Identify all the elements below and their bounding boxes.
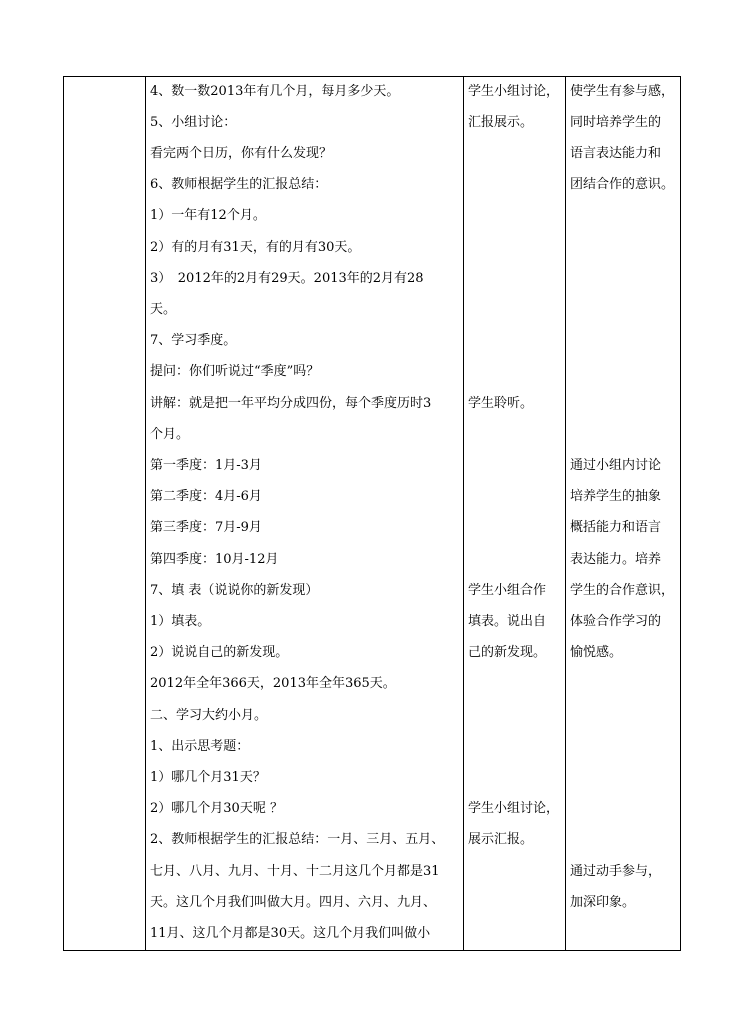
student-line: 己的新发现。 <box>468 645 547 660</box>
intent-line: 通过小组内讨论 <box>570 458 662 473</box>
student-line: 学生小组讨论， <box>468 84 560 99</box>
column-divider <box>565 77 566 950</box>
student-line: 学生聆听。 <box>468 396 534 411</box>
content-line: 11月、这几个月都是30天。这几个月我们叫做小 <box>150 926 431 941</box>
content-line: 天。这几个月我们叫做大月。四月、六月、九月、 <box>150 895 437 910</box>
student-line: 展示汇报。 <box>468 832 534 847</box>
content-line: 7、填 表（说说你的新发现） <box>150 583 319 598</box>
intent-line: 表达能力。培养 <box>570 552 662 567</box>
content-line: 6、教师根据学生的汇报总结： <box>150 177 328 192</box>
content-line: 提问：你们听说过“季度”吗？ <box>150 364 320 379</box>
student-line: 学生小组合作 <box>468 583 547 598</box>
content-line: 2）有的月有31天，有的月有30天。 <box>150 240 361 255</box>
content-line: 1）填表。 <box>150 614 211 629</box>
student-line: 填表。说出自 <box>468 614 547 629</box>
content-line: 第四季度：10月-12月 <box>150 552 279 567</box>
content-line: 1）一年有12个月。 <box>150 208 266 223</box>
content-line: 1、出示思考题： <box>150 739 250 754</box>
student-line: 汇报展示。 <box>468 115 534 130</box>
content-line: 第一季度：1月-3月 <box>150 458 262 473</box>
intent-line: 加深印象。 <box>570 895 636 910</box>
content-line: 2、教师根据学生的汇报总结：一月、三月、五月、 <box>150 832 445 847</box>
column-divider <box>463 77 464 950</box>
intent-line: 语言表达能力和 <box>570 146 662 161</box>
content-line: 5、小组讨论： <box>150 115 237 130</box>
intent-line: 概括能力和语言 <box>570 520 662 535</box>
intent-line: 体验合作学习的 <box>570 614 662 629</box>
content-line: 7、学习季度。 <box>150 333 237 348</box>
content-line: 3） 2012年的2月有29天。2013年的2月有28 <box>150 271 424 286</box>
content-line: 4、数一数2013年有几个月，每月多少天。 <box>150 84 400 99</box>
content-line: 第三季度：7月-9月 <box>150 520 262 535</box>
intent-line: 团结合作的意识。 <box>570 177 675 192</box>
intent-line: 培养学生的抽象 <box>570 489 662 504</box>
content-line: 看完两个日历，你有什么发现？ <box>150 146 333 161</box>
content-line: 讲解：就是把一年平均分成四份，每个季度历时3 <box>150 396 432 411</box>
intent-line: 学生的合作意识， <box>570 583 675 598</box>
content-line: 2）哪几个月30天呢 ？ <box>150 801 283 816</box>
column-divider <box>145 77 146 950</box>
content-line: 天。 <box>150 302 177 317</box>
lesson-plan-table <box>63 76 681 951</box>
intent-line: 同时培养学生的 <box>570 115 662 130</box>
student-line: 学生小组讨论， <box>468 801 560 816</box>
content-line: 2）说说自己的新发现。 <box>150 645 289 660</box>
content-line: 七月、八月、九月、十月、十二月这几个月都是31 <box>150 864 440 879</box>
content-line: 第二季度：4月-6月 <box>150 489 262 504</box>
content-line: 二、学习大约小月。 <box>150 708 268 723</box>
content-line: 2012年全年366天，2013年全年365天。 <box>150 676 396 691</box>
intent-line: 通过动手参与， <box>570 864 662 879</box>
intent-line: 使学生有参与感， <box>570 84 675 99</box>
intent-line: 愉悦感。 <box>570 645 623 660</box>
content-line: 1）哪几个月31天？ <box>150 770 266 785</box>
content-line: 个月。 <box>150 427 190 442</box>
